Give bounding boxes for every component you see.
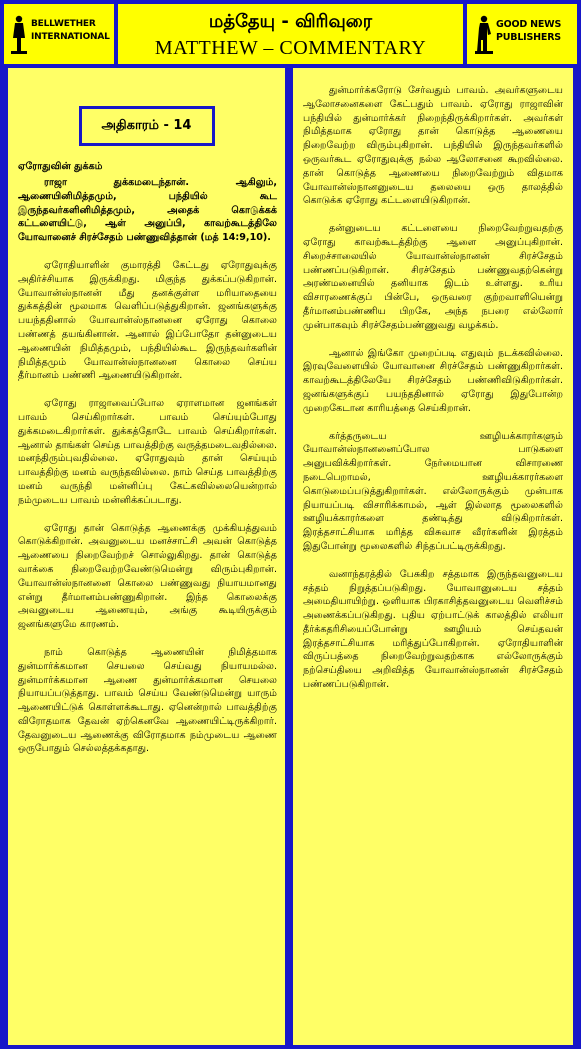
- right-paragraph-3: ஆனால் இங்கோ முறைப்படி எதுவும் நடக்கவில்லை. இரவுவேளையில் யோவானை சிரச்சேதம் பண்ணுகிறார்கள். காவற்கூடத்திலேயே சிரச்சேதம் பண்ணிவிடுகிறார்கள். ஜனங்களுக்குப் பயந்ததினால் ஏரோது இதுபோன்ற முறைகேடான காரியத்தை செய்கிறான்.: [303, 347, 563, 414]
- right-paragraph-5: வனாந்தரத்தில் பேசுகிற சத்தமாக இருந்தவனுடைய சத்தம் நிறுத்தப்படுகிறது. யோவானுடைய சத்தம் அமைதியாயிற்று. ஒளியாக பிரகாசித்தவனுடைய வெளிச்சம் அணைக்கப்படுகிறது. புதிய ஏற்பாட்டுக் காலத்தில் எலியா தீர்க்கதரிசியைப்போன்று ஊழியம் செய்தவன் இரத்தசாட்சியாக மரித்துப்போகிறான். ஏரோதியாளின் விருப்பத்தை நிறைவேற்றுவதற்காக எல்லோருக்கும் நற்செய்தியை அறிவித்த யோவான்ஸ்நானன் சிரச்சேதம் பண்ணப்படுகிறான்.: [303, 568, 563, 691]
- left-paragraph-1: ஏரோதியாளின் குமாரத்தி கேட்டது ஏரோதுவுக்கு அதிர்ச்சியாக இருக்கிறது. மிகுந்த துக்கப்படுகிறான். யோவான்ஸ்நானன் மீது தனக்குள்ள மரியாதையை துக்கத்தின் மூலமாக வெளிப்படுத்துகிறான். ஜனங்களுக்கு பயந்ததினால் யோவான்ஸ்நானனை ஏரோது கொலை பண்ணத் தயங்கினான். ஆனால் இப்போதோ தன்னுடைய ஆணையின் நிமித்தமும், பந்தியில்கூட இருந்தவர்களின் நிமித்தமும் யோவான்ஸ்நானனை கொலை செய்ய தீர்மானம் பண்ணி ஆணையிடுகிறான்.: [18, 259, 277, 382]
- left-column: [4, 68, 287, 1045]
- bellwether-figure-icon: [10, 14, 28, 54]
- section-heading: ஏரோதுவின் துக்கம்: [18, 161, 103, 172]
- title-english: MATTHEW – COMMENTARY: [154, 37, 427, 59]
- right-paragraph-4: கர்த்தருடைய ஊழியக்காரர்களும் யோவான்ஸ்நானனைப்போல பாடுகளை அனுபவிக்கிறார்கள். நேர்மையான விசாரணை நடைபெறாமல், ஊழியக்காரர்களை கொடுமைப்படுத்துகிறார்கள். எல்லோருக்கும் முன்பாக நியாயப்படி விசாரிக்காமல், ஆள் இல்லாத மூலைகளில் ஊழியக்காரர்களை தண்டித்து விடுகிறார்கள். இரத்தசாட்சியாக மரித்த விசுவாச வீரர்களின் இரத்தம் இதுபோன்று மூலைகளில் சிந்தப்பட்டிருக்கிறது.: [303, 430, 563, 552]
- bottom-frame: [0, 1045, 581, 1049]
- left-paragraph-3: ஏரோது தான் கொடுத்த ஆணைக்கு முக்கியத்துவம் கொடுக்கிறான். அவனுடைய மனச்சாட்சி அவன் கொடுத்த ஆணையை நிறைவேற்றச் சொல்லுகிறது. தான் கொடுத்த வாக்கை நிறைவேற்றவேண்டுமென்று விரும்புகிறான். யோவான்ஸ்நானனை கொலை பண்ணுவது நியாயமானது என்று தீர்மானம்பண்ணுகிறான். இந்த கொலைக்கு அவனுடைய ஆணையும், அங்கு கூடியிருக்கும் ஜனங்களுமே காரணம்.: [18, 522, 277, 631]
- good-news-figure-icon: [475, 14, 493, 54]
- bellwether-logo: [4, 4, 114, 64]
- left-paragraph-2: ஏரோது ராஜாவைப்போல ஏராளமான ஜனங்கள் பாவம் செய்கிறார்கள். பாவம் செய்யும்போது துக்கமடைகிறார்கள். துக்கத்தோடே பாவம் செய்கிறார்கள். ஆனால் தாங்கள் செய்த பாவத்திற்கு வருத்தமடைவதில்லை. மனந்திரும்புவதில்லை. ஏரோதுவும் தான் செய்யும் பாவத்திற்கு மனம் வருந்தவில்லை. நாம் செய்த பாவத்திற்கு மனம் வருந்தி மன்னிப்பு கேட்கவில்லையென்றால் நம்முடைய பாவம் மன்னிக்கப்படாது.: [18, 398, 277, 506]
- good-news-logo-text: GOOD NEWS PUBLISHERS: [496, 19, 562, 43]
- right-frame: [577, 68, 581, 1049]
- bellwether-logo-text: BELLWETHER INTERNATIONAL: [31, 19, 110, 42]
- right-paragraph-2: தன்னுடைய கட்டளையை நிறைவேற்றுவதற்கு ஏரோது காவற்கூடத்திற்கு ஆளை அனுப்புகிறான். சிறைச்சாலையில் யோவான்ஸ்நானன் சிரச்சேதம் பண்ணப்படுகிறான். சிரச்சேதம் பண்ணுவதற்கென்று அரண்மனையில் தனியாக இடம் உள்ளது. உரிய விசாரணைக்குப் பின்பே, ஒருவரை குற்றவாளியென்று தீர்மானம்பண்ணிய பிறகே, அந்த நபரை எல்லோர் முன்பாகவும் சிரச்சேதம்பண்ணுவது வழக்கம்.: [303, 223, 563, 331]
- left-paragraph-4: நாம் கொடுத்த ஆணையின் நிமித்தமாக துன்மார்க்கமான செயலை செய்வது நியாயமல்ல. துன்மார்க்கமான ஆணை துன்மார்க்கமான செயலை நியாயப்படுத்தாது. பாவம் செய்ய வேண்டுமென்று யாரும் ஆணையிட்டுக் கொள்ளக்கூடாது. ஏனென்றால் பாவத்திற்கு விரோதமாக தேவன் ஏற்கெனவே ஆணையிட்டிருக்கிறார். தேவனுடைய ஆணைக்கு விரோதமாக நம்முடைய ஆணை ஒருபோதும் செல்லத்தக்கதாது.: [18, 646, 277, 755]
- chapter-box: [79, 106, 215, 146]
- right-column: [291, 68, 577, 1045]
- chapter-label: அதிகாரம் - 14: [101, 118, 192, 133]
- good-news-logo: [467, 4, 577, 64]
- title-block: [118, 4, 463, 64]
- right-paragraph-1: துன்மார்க்கரோடு சேர்வதும் பாவம். அவர்களுடைய ஆலோசனைகளை கேட்பதும் பாவம். ஏரோது ராஜாவின் பந்தியில் துன்மார்க்கர் நிறைந்திருக்கிறார்கள். அவர்கள் நிமித்தமாக ஏரோது தான் கொடுத்த ஆணையை நிறைவேற்ற விரும்புகிறான். பந்தியில் இருந்தவர்களில் ஒருவர்கூட ஏரோதுவுக்கு நல்ல ஆலோசனை கூறவில்லை. தான் கொடுத்த ஆணையை நிறைவேற்றும் விதமாக யோவான்ஸ்நானனுடைய தலையை ஒரு தாலத்தில் கொடுக்க ஏரோது கட்டளையிடுகிறான்.: [303, 85, 563, 207]
- header-bar: [0, 0, 581, 68]
- title-tamil: மத்தேயு - விரிவுரை: [208, 11, 373, 32]
- verse-quote: ராஜா துக்கமடைந்தான். ஆகிலும், ஆணையினிமித்தமும், பந்தியில் கூட இருந்தவர்களினிமித்தமும், அதைக் கொடுக்கக் கட்டளையிட்டு, ஆள் அனுப்பி, காவற்கூடத்திலே யோவானைச் சிரச்சேதம் பண்ணுவித்தான் (மத் 14:9,10).: [18, 177, 277, 244]
